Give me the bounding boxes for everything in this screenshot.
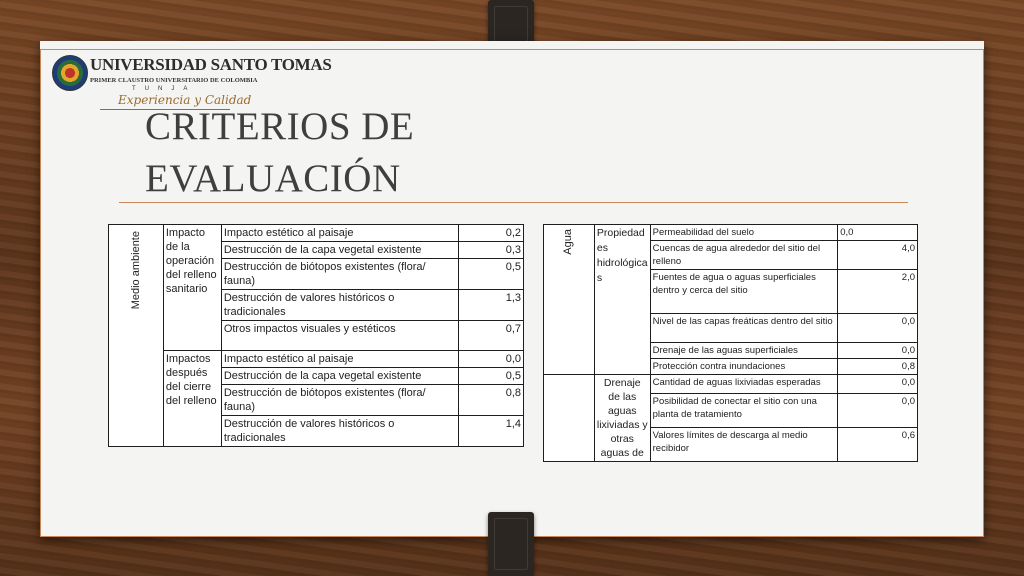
criterion-cell: Destrucción de biótopos existentes (flora/ fauna): [221, 259, 458, 290]
criterion-cell: Posibilidad de conectar el sitio con una planta de tratamiento: [650, 393, 838, 427]
value-cell: 0,3: [459, 242, 524, 259]
criterion-cell: Destrucción de biótopos existentes (flora/ fauna): [221, 385, 458, 416]
criterion-cell: Destrucción de la capa vegetal existente: [221, 368, 458, 385]
value-cell: 0,0: [838, 314, 918, 343]
criterion-cell: Drenaje de las aguas superficiales: [650, 343, 838, 359]
criterion-cell: Otros impactos visuales y estéticos: [221, 321, 458, 351]
table-row: [544, 375, 918, 394]
criterion-cell: Destrucción de valores históricos o tradicionales: [221, 290, 458, 321]
criterion-cell: Destrucción de valores históricos o tradicionales: [221, 416, 458, 447]
group-label: Impactos después del cierre del relleno: [163, 351, 221, 447]
category-cell-empty: [544, 375, 595, 462]
value-cell: 0,0: [838, 375, 918, 394]
criterion-cell: Permeabilidad del suelo: [650, 225, 838, 241]
table-row: [109, 225, 524, 242]
university-seal-icon: [52, 55, 88, 91]
university-name: UNIVERSIDAD SANTO TOMAS: [90, 55, 332, 74]
value-cell: 2,0: [838, 270, 918, 314]
value-cell: 0,7: [459, 321, 524, 351]
value-cell: 0,2: [459, 225, 524, 242]
value-cell: 0,0: [838, 393, 918, 427]
category-cell: [109, 225, 164, 447]
table-row: [544, 225, 918, 241]
group-label: Drenaje de las aguas lixiviadas y otras aguas de: [594, 375, 650, 462]
university-subtitle: PRIMER CLAUSTRO UNIVERSITARIO DE COLOMBIA: [90, 77, 258, 84]
value-cell: 0,5: [459, 368, 524, 385]
value-cell: 1,3: [459, 290, 524, 321]
title-divider: [119, 202, 908, 203]
slide-title: CRITERIOS DE EVALUACIÓN: [145, 105, 415, 200]
value-cell: 0,6: [838, 427, 918, 461]
value-cell: 0,8: [838, 359, 918, 375]
criteria-table-environment: [108, 224, 524, 447]
category-cell: [544, 225, 595, 375]
value-cell: 0,0: [838, 225, 918, 241]
criterion-cell: Cantidad de aguas lixiviadas esperadas: [650, 375, 838, 394]
criterion-cell: Impacto estético al paisaje: [221, 351, 458, 368]
criterion-cell: Valores límites de descarga al medio recibidor: [650, 427, 838, 461]
slide-paper: [40, 41, 984, 537]
table-row: [109, 351, 524, 368]
criterion-cell: Cuencas de agua alrededor del sitio del relleno: [650, 241, 838, 270]
criterion-cell: Fuentes de agua o aguas superficiales dentro y cerca del sitio: [650, 270, 838, 314]
criterion-cell: Impacto estético al paisaje: [221, 225, 458, 242]
value-cell: 4,0: [838, 241, 918, 270]
university-city: TUNJA: [132, 86, 197, 92]
value-cell: 0,8: [459, 385, 524, 416]
value-cell: 0,5: [459, 259, 524, 290]
group-label: Impacto de la operación del relleno sanitario: [163, 225, 221, 351]
criterion-cell: Destrucción de la capa vegetal existente: [221, 242, 458, 259]
binder-clip-bottom: [488, 512, 534, 576]
criterion-cell: Nivel de las capas freáticas dentro del sitio: [650, 314, 838, 343]
category-label: Agua: [562, 229, 575, 255]
category-label: Medio ambiente: [129, 231, 142, 310]
value-cell: 1,4: [459, 416, 524, 447]
criteria-table-water: [543, 224, 918, 462]
value-cell: 0,0: [838, 343, 918, 359]
criterion-cell: Protección contra inundaciones: [650, 359, 838, 375]
group-label: Propiedad es hidrológica s: [594, 225, 650, 375]
value-cell: 0,0: [459, 351, 524, 368]
university-tagline: Experiencia y Calidad: [118, 93, 252, 107]
